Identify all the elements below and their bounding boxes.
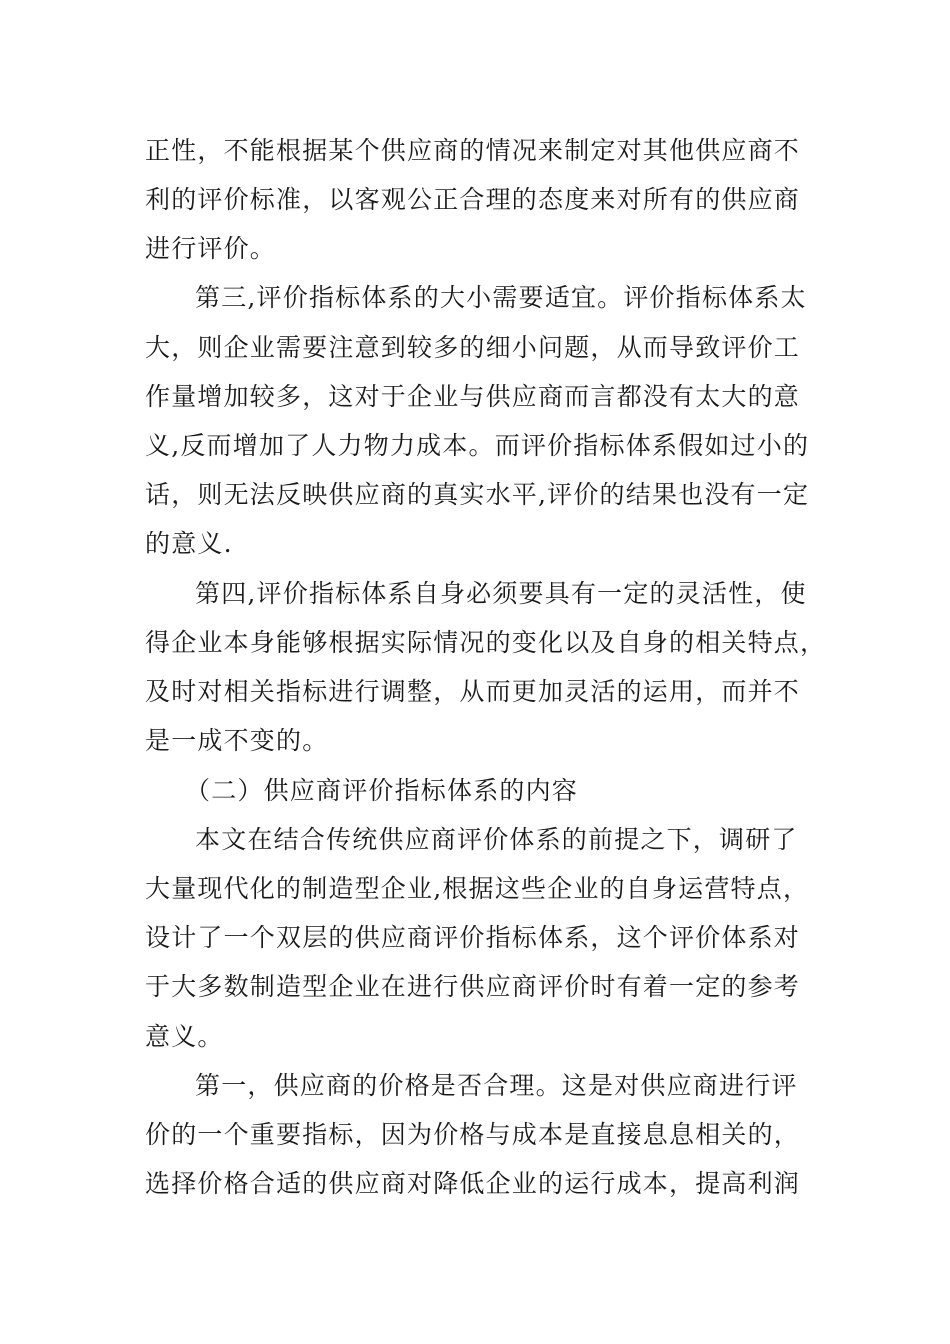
text-line: 进行评价。 xyxy=(145,234,277,263)
text-line: 得企业本身能够根据实际情况的变化以及自身的相关特点， xyxy=(145,628,827,657)
text-line: 及时对相关指标进行调整，从而更加灵活的运用，而并不 xyxy=(145,677,801,706)
text-line: 意义。 xyxy=(145,1022,224,1051)
text-line: 正性，不能根据某个供应商的情况来制定对其他供应商不 xyxy=(145,136,801,165)
paragraph-start-line: 第四,评价指标体系自身必须要具有一定的灵活性，使 xyxy=(195,579,807,608)
text-line: 利的评价标准，以客观公正合理的态度来对所有的供应商 xyxy=(145,185,801,214)
paragraph-start-line: 第三,评价指标体系的大小需要适宜。评价指标体系太 xyxy=(195,283,807,312)
section-heading: （二）供应商评价指标体系的内容 xyxy=(185,776,579,805)
text-line: 于大多数制造型企业在进行供应商评价时有着一定的参考 xyxy=(145,972,801,1001)
text-line: 的意义. xyxy=(145,529,233,558)
text-line: 大，则企业需要注意到较多的细小问题，从而导致评价工 xyxy=(145,333,801,362)
text-line: 选择价格合适的供应商对降低企业的运行成本，提高利润 xyxy=(145,1169,801,1198)
text-line: 设计了一个双层的供应商评价指标体系，这个评价体系对 xyxy=(145,923,801,952)
paragraph-start-line: 本文在结合传统供应商评价体系的前提之下，调研了 xyxy=(195,825,798,854)
text-line: 话，则无法反映供应商的真实水平,评价的结果也没有一定 xyxy=(145,480,810,509)
text-line: 大量现代化的制造型企业,根据这些企业的自身运营特点， xyxy=(145,874,810,903)
paragraph-start-line: 第一，供应商的价格是否合理。这是对供应商进行评 xyxy=(195,1071,798,1100)
text-line: 价的一个重要指标，因为价格与成本是直接息息相关的， xyxy=(145,1120,801,1149)
text-line: 是一成不变的。 xyxy=(145,726,329,755)
text-line: 义,反而增加了人力物力成本。而评价指标体系假如过小的 xyxy=(145,431,810,460)
text-line: 作量增加较多，这对于企业与供应商而言都没有太大的意 xyxy=(145,382,801,411)
